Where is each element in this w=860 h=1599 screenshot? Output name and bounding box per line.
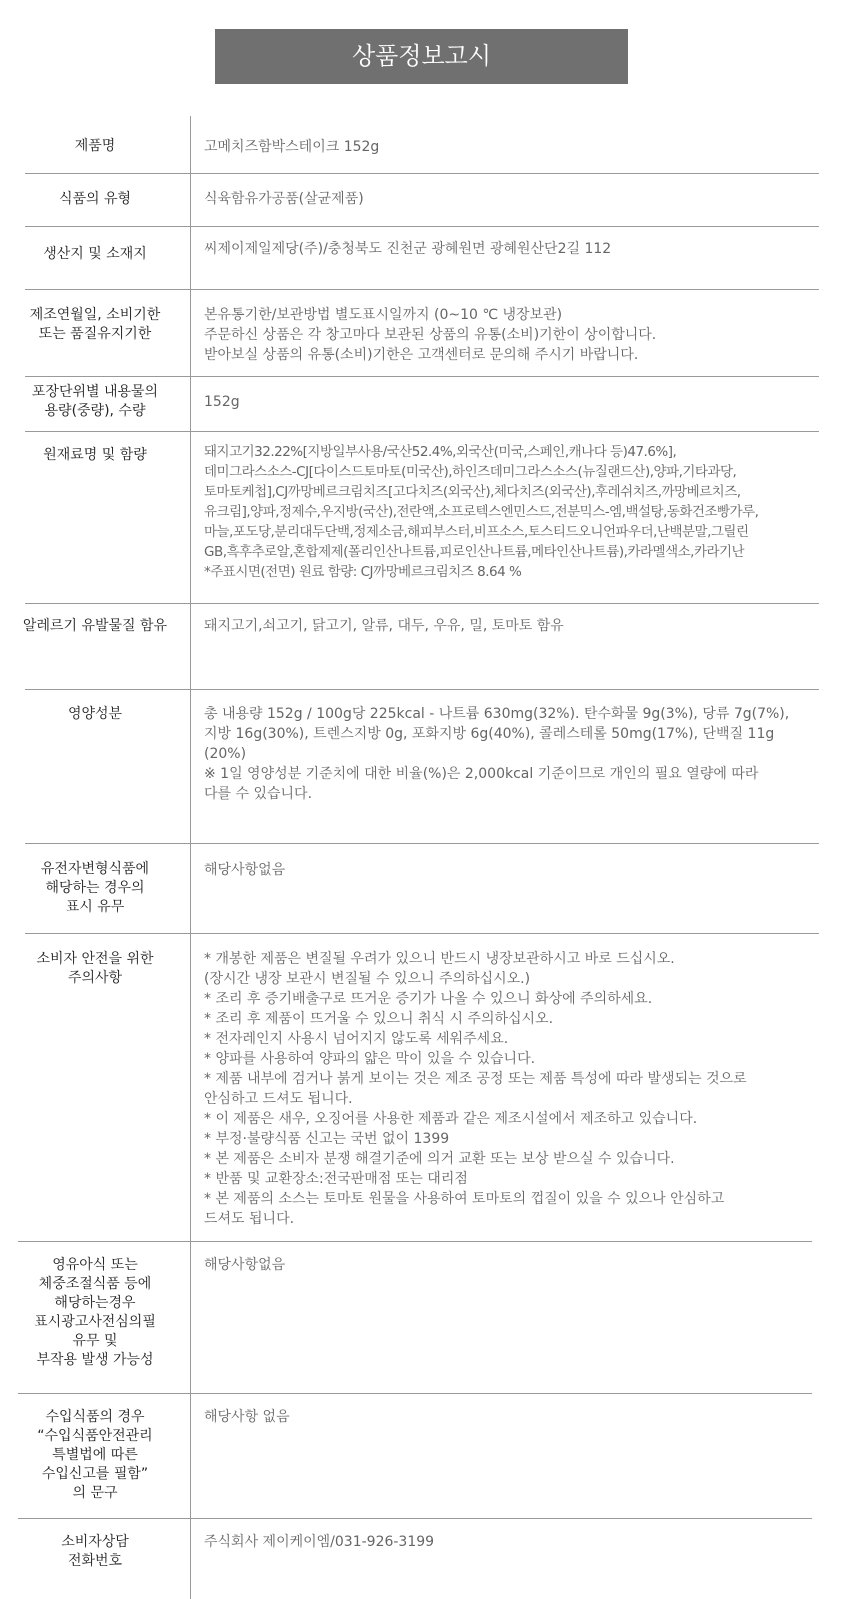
row-value: 고메치즈함박스테이크 152g [204,139,380,155]
info-row-infant-food [0,1241,860,1393]
row-label: 원재료명 및 함량 [43,447,147,463]
info-row-food-type [0,173,860,226]
row-label: 알레르기 유발물질 함유 [22,618,168,634]
row-label: 소비자상담 전화번호 [61,1534,129,1569]
info-row-gmo [0,843,860,933]
info-row-product-name [0,116,860,173]
row-label: 포장단위별 내용물의 용량(중량), 수량 [31,384,159,419]
info-row-ingredients [0,431,860,603]
row-value: 해당사항없음 [204,862,286,878]
row-label: 소비자 안전을 위한 주의사항 [36,951,154,986]
row-label: 수입식품의 경우 “수입식품안전관리 특별법에 따른 수입신고를 필함” 의 문구 [37,1409,153,1501]
info-row-allergens [0,603,860,689]
row-label: 식품의 유형 [58,191,132,207]
info-row-expiry [0,289,860,376]
row-value: 총 내용량 152g / 100g당 225kcal - 나트륨 630mg(32%). 탄수화물 9g(3%), 당류 7g(7%), 지방 16g(30%), 트렌스지방 0g, 포화지방 6g(40%), 콜레스테롤 50mg(17%), 단백질 11g (20%) ※ 1일 영양성분 기준치에 대한 비율(%)은 2,000kcal 기준이므로 개인의 필요 열량에 따라 다를 수 있습니다. [204,706,790,802]
info-row-origin [0,226,860,289]
row-value: 식육함유가공품(살균제품) [204,191,364,207]
row-value: 152g [204,394,240,410]
row-value: 돼지고기,쇠고기, 닭고기, 알류, 대두, 우유, 밀, 토마토 함유 [204,618,564,634]
info-row-safety [0,933,860,1241]
row-label: 생산지 및 소재지 [43,246,147,262]
page-title: 상품정보고시 [215,29,628,84]
row-value: 주식회사 제이케이엠/031-926-3199 [204,1534,435,1550]
row-value: 해당사항 없음 [204,1409,290,1425]
info-row-weight [0,376,860,431]
row-value: 씨제이제일제당(주)/충청북도 진천군 광혜원면 광혜원산단2길 112 [204,241,612,257]
row-value: 해당사항없음 [204,1257,286,1273]
row-label: 유전자변형식품에 해당하는 경우의 표시 유무 [40,861,150,915]
row-label: 제품명 [74,138,116,154]
row-label: 제조연월일, 소비기한 또는 품질유지기한 [29,307,161,342]
info-row-contact [0,1518,860,1599]
row-value: * 개봉한 제품은 변질될 우려가 있으니 반드시 냉장보관하시고 바로 드십시오. (장시간 냉장 보관시 변질될 수 있으니 주의하십시오.) * 조리 후 증기배출구로 뜨거운 증기가 나올 수 있으니 화상에 주의하세요. * 조리 후 제품이 뜨거울 수 있으니 취식 시 주의하십시오. * 전자레인지 사용시 넘어지지 않도록 세워주세요. * 양파를 사용하여 양파의 얇은 막이 있을 수 있습니다. * 제품 내부에 검거나 붉게 보이는 것은 제조 공정 또는 제품 특성에 따라 발생되는 것으로 안심하고 드셔도 됩니다. * 이 제품은 새우, 오징어를 사용한 제품과 같은 제조시설에서 제조하고 있습니다. * 부정·불량식품 신고는 국번 없이 1399 * 본 제품은 소비자 분쟁 해결기준에 의거 교환 또는 보상 받으실 수 있습니다. * 반품 및 교환장소:전국판매점 또는 대리점 * 본 제품의 소스는 토마토 원물을 사용하여 토마토의 껍질이 있을 수 있으나 안심하고 드셔도 됩니다. [204,951,747,1227]
info-row-nutrition [0,689,860,843]
row-label: 영양성분 [67,706,123,722]
row-value: 본유통기한/보관방법 별도표시일까지 (0~10 ℃ 냉장보관) 주문하신 상품은 각 창고마다 보관된 상품의 유통(소비)기한이 상이합니다. 받아보실 상품의 유통(소비)기한은 고객센터로 문의해 주시기 바랍니다. [204,307,657,363]
info-row-imported-food [0,1393,860,1518]
row-label: 영유아식 또는 체중조절식품 등에 해당하는경우 표시광고사전심의필 유무 및 부작용 발생 가능성 [34,1257,156,1368]
row-value: 돼지고기32.22%[지방일부사용/국산52.4%,외국산(미국,스페인,캐나다 등)47.6%], 데미그라스소스-CJ[다이스드토마토(미국산),하인즈데미그라스소스(뉴질랜드산),양파,기타과당, 토마토케첩],CJ까망베르크림치즈[고다치즈(외국산),체다치즈(외국산),후레쉬치즈,까망베르치즈, 유크림],양파,정제수,우지방(국산),전란액,소프로텍스엔민스드,전분믹스-엠,백설탕,동화건조빵가루, 마늘,포도당,분리대두단백,정제소금,해피부스터,비프소스,토스티드오니언파우더,난백분말,그릴린 GB,흑후추로알,혼합제제(폴리인산나트륨,피로인산나트륨,메타인산나트륨),카라멜색소,카라기난 *주표시면(전면) 원료 함량: CJ까망베르크림치즈 8.64 % [204,444,759,580]
